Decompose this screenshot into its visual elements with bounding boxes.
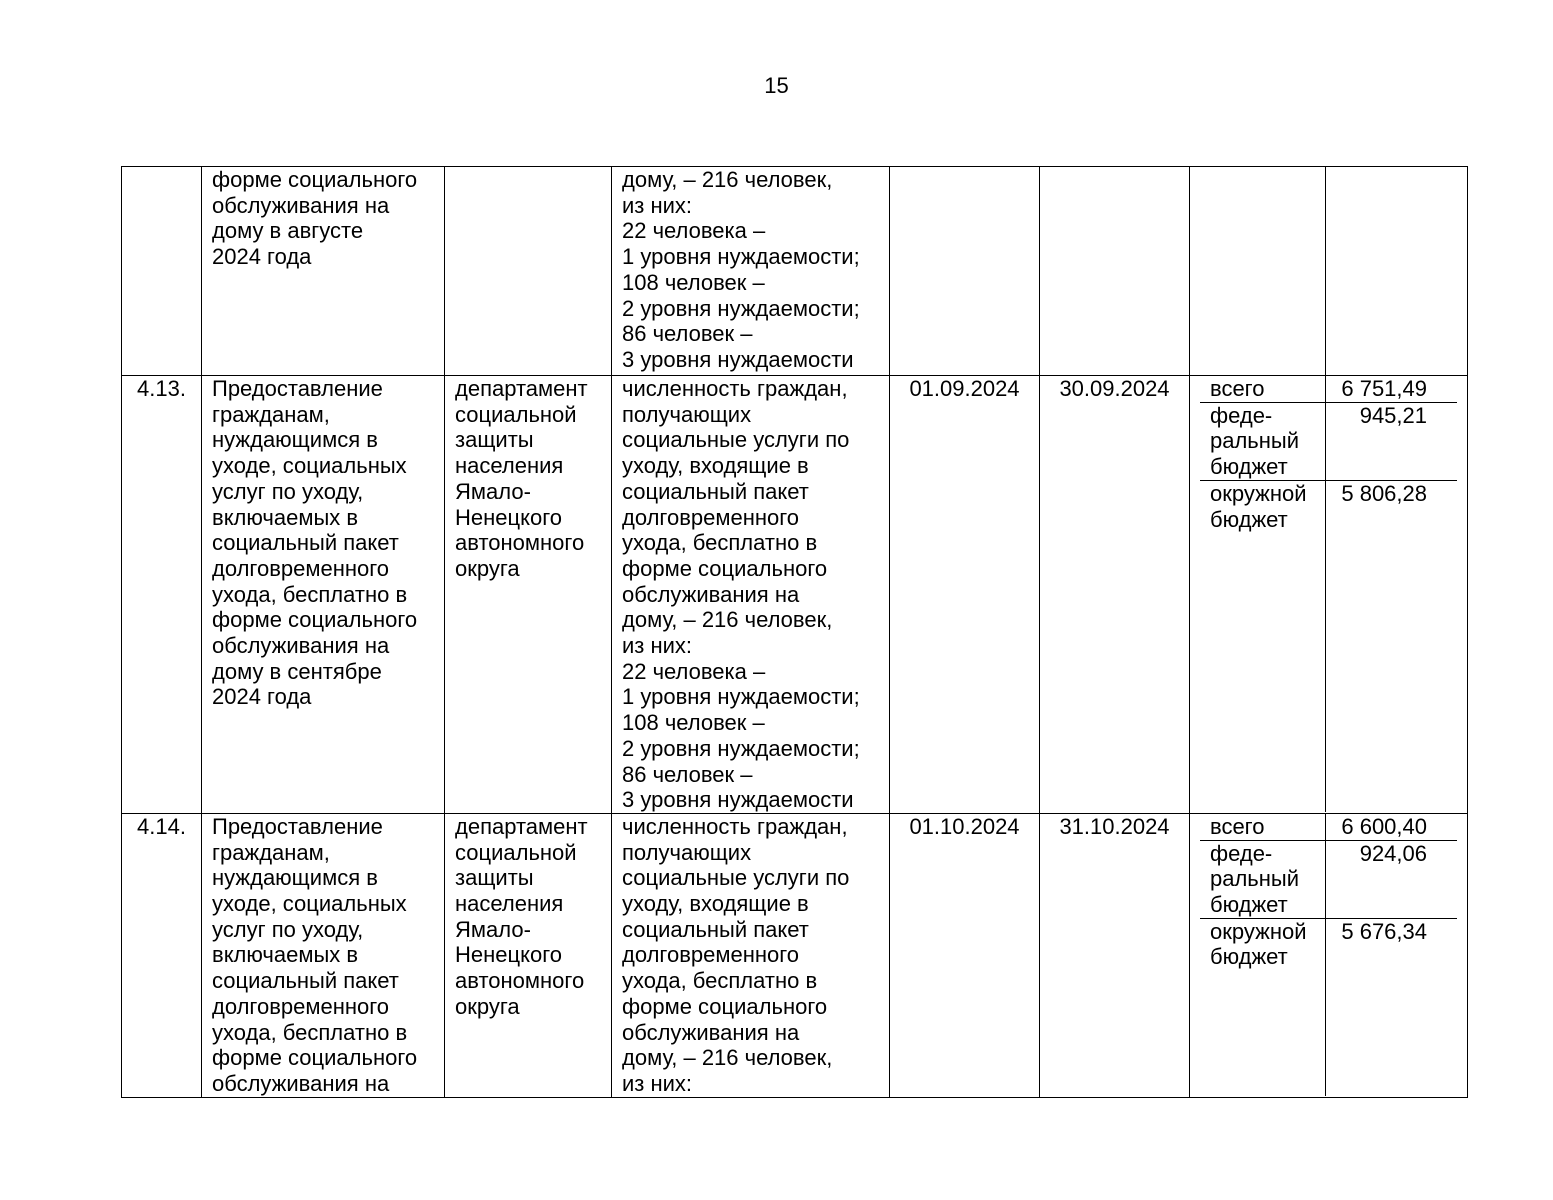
text-line: Предоставление (212, 813, 383, 839)
cell-start-date: 01.10.2024 (890, 813, 1040, 1097)
text-line: ральный (1210, 866, 1300, 892)
text-line: Ненецкого (455, 942, 562, 968)
text-line: социальной (455, 401, 577, 427)
text-line: долговременного (622, 942, 800, 968)
text-line: 22 человека – (622, 218, 766, 244)
financing-amount: 945,21 (1325, 402, 1457, 480)
text-line: департамент (455, 813, 588, 839)
text-line: гражданам, (212, 839, 330, 865)
text-line: включаемых в (212, 942, 359, 968)
text-line: 3 уровня нуждаемости (622, 346, 854, 372)
cell-start-date: 01.09.2024 (890, 376, 1040, 814)
text-line: окружной (1210, 480, 1307, 506)
text-line: обслуживания на (622, 1019, 800, 1045)
text-line: социальный пакет (622, 916, 809, 942)
text-line: 2 уровня нуждаемости; (622, 295, 860, 321)
financing-amount (1325, 167, 1457, 375)
table-row (122, 376, 1468, 814)
financing-amount: 924,06 (1325, 840, 1457, 918)
text-line: дому, – 216 человек, (622, 1045, 833, 1071)
text-line: обслуживания на (212, 192, 390, 218)
text-line: включаемых в (212, 504, 359, 530)
text-line: социальный пакет (212, 530, 399, 556)
text-line: уходе, социальных (212, 453, 407, 479)
cell-number: 4.14. (122, 813, 202, 1097)
financing-amount: 5 806,28 (1325, 480, 1457, 812)
cell-measure-name (202, 376, 445, 814)
text-line: численность граждан, (622, 376, 848, 401)
financing-source (1200, 376, 1325, 402)
text-line: всего (1210, 376, 1265, 401)
text-line: 22 человека – (622, 658, 766, 684)
text-line: 86 человек – (622, 321, 753, 347)
cell-measure-name (202, 167, 445, 376)
text-line: долговременного (212, 993, 390, 1019)
cell-start-date (890, 167, 1040, 376)
text-line: нуждающимся в (212, 865, 378, 891)
financing-source (1200, 840, 1325, 918)
cell-financing (1190, 167, 1468, 376)
text-line: бюджет (1210, 454, 1288, 480)
text-line: 2024 года (212, 244, 312, 270)
text-line: дому в августе (212, 218, 364, 244)
financing-source (1200, 480, 1325, 812)
text-line: 108 человек – (622, 710, 765, 736)
text-line: Предоставление (212, 376, 383, 401)
financing-source (1200, 918, 1325, 1096)
text-line: социальный пакет (622, 478, 809, 504)
text-line: гражданам, (212, 401, 330, 427)
financing-row (1200, 480, 1457, 812)
financing-table (1200, 167, 1457, 375)
financing-table (1200, 376, 1457, 812)
cell-number (122, 167, 202, 376)
text-line: 1 уровня нуждаемости; (622, 244, 860, 270)
text-line: 3 уровня нуждаемости (622, 787, 854, 813)
text-line: 2024 года (212, 684, 312, 710)
text-line: 108 человек – (622, 269, 765, 295)
text-line: услуг по уходу, (212, 478, 364, 504)
text-line: обслуживания на (622, 581, 800, 607)
text-line: феде- (1210, 402, 1273, 428)
financing-amount: 5 676,34 (1325, 918, 1457, 1096)
cell-end-date (1040, 167, 1190, 376)
text-line: защиты (455, 427, 534, 453)
financing-table (1200, 814, 1457, 1096)
text-line: дому, – 216 человек, (622, 607, 833, 633)
text-line: автономного (455, 968, 585, 994)
page-number: 15 (764, 73, 789, 98)
text-line: уходе, социальных (212, 891, 407, 917)
text-line: численность граждан, (622, 813, 848, 839)
text-line: получающих (622, 401, 752, 427)
financing-row (1200, 814, 1457, 840)
text-line: населения (455, 453, 564, 479)
measures-table (121, 166, 1468, 1098)
table-row (122, 813, 1468, 1097)
text-line: уходу, входящие в (622, 453, 809, 479)
financing-row (1200, 402, 1457, 480)
text-line: Ямало- (455, 478, 531, 504)
cell-end-date: 31.10.2024 (1040, 813, 1190, 1097)
text-line: населения (455, 891, 564, 917)
text-line: департамент (455, 376, 588, 401)
text-line: форме социального (212, 607, 418, 633)
financing-amount: 6 751,49 (1341, 376, 1427, 401)
text-line: ухода, бесплатно в (212, 581, 408, 607)
text-line: окружной (1210, 918, 1307, 944)
text-line: дому, – 216 человек, (622, 167, 833, 192)
text-line: 1 уровня нуждаемости; (622, 684, 860, 710)
table-row-continuation (122, 167, 1468, 376)
financing-row (1200, 918, 1457, 1096)
financing-source (1200, 402, 1325, 480)
cell-measure-name (202, 813, 445, 1097)
text-line: 86 человек – (622, 761, 753, 787)
text-line: форме социального (622, 555, 828, 581)
text-line: бюджет (1210, 506, 1288, 532)
text-line: 2 уровня нуждаемости; (622, 735, 860, 761)
text-line: ральный (1210, 428, 1300, 454)
text-line: обслуживания на (212, 633, 390, 659)
text-line: долговременного (622, 504, 800, 530)
text-line: из них: (622, 633, 693, 659)
text-line: Ненецкого (455, 504, 562, 530)
financing-source (1200, 814, 1325, 840)
cell-indicator (612, 376, 890, 814)
text-line: феде- (1210, 840, 1273, 866)
text-line: уходу, входящие в (622, 891, 809, 917)
text-line: форме социального (622, 993, 828, 1019)
text-line: защиты (455, 865, 534, 891)
text-line: ухода, бесплатно в (622, 968, 818, 994)
financing-row (1200, 840, 1457, 918)
cell-number: 4.13. (122, 376, 202, 814)
cell-indicator (612, 813, 890, 1097)
cell-financing (1190, 813, 1468, 1097)
text-line: обслуживания на (212, 1070, 390, 1096)
text-line: долговременного (212, 555, 390, 581)
cell-executor (445, 376, 612, 814)
text-line: социальные услуги по (622, 427, 850, 453)
text-line: социальный пакет (212, 968, 399, 994)
financing-amount: 6 600,40 (1341, 813, 1427, 839)
text-line: всего (1210, 813, 1265, 839)
text-line: форме социального (212, 167, 418, 192)
text-line: получающих (622, 839, 752, 865)
cell-executor (445, 167, 612, 376)
text-line: социальной (455, 839, 577, 865)
text-line: форме социального (212, 1045, 418, 1071)
text-line: автономного (455, 530, 585, 556)
financing-row (1200, 376, 1457, 402)
text-line: услуг по уходу, (212, 916, 364, 942)
text-line: дому в сентябре (212, 658, 382, 684)
text-line: бюджет (1210, 892, 1288, 918)
financing-source (1200, 167, 1325, 375)
text-line: из них: (622, 192, 693, 218)
text-line: социальные услуги по (622, 865, 850, 891)
cell-executor (445, 813, 612, 1097)
text-line: округа (455, 555, 520, 581)
text-line: Ямало- (455, 916, 531, 942)
text-line: из них: (622, 1070, 693, 1096)
text-line: бюджет (1210, 944, 1288, 970)
text-line: ухода, бесплатно в (212, 1019, 408, 1045)
text-line: нуждающимся в (212, 427, 378, 453)
cell-indicator (612, 167, 890, 376)
text-line: округа (455, 993, 520, 1019)
cell-financing (1190, 376, 1468, 814)
cell-end-date: 30.09.2024 (1040, 376, 1190, 814)
text-line: ухода, бесплатно в (622, 530, 818, 556)
